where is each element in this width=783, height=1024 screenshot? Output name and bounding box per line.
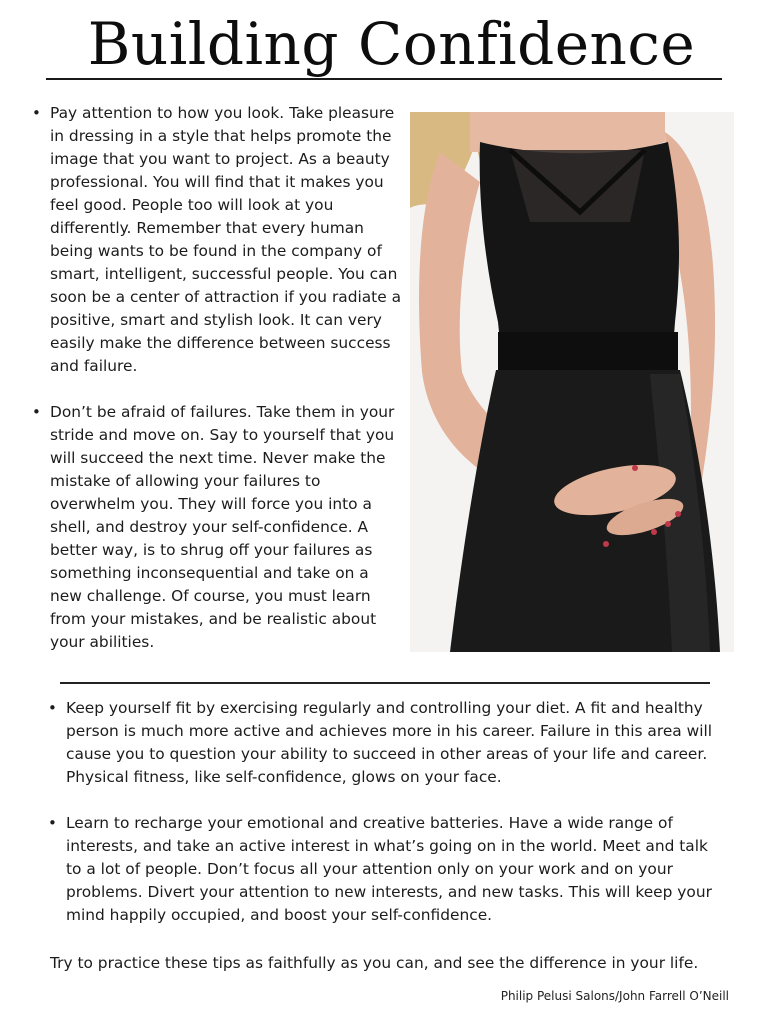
title-underline [46,78,722,80]
bottom-bullet-list [48,697,718,950]
bullet-item [48,812,718,927]
credit-line: Philip Pelusi Salons/John Farrell O’Neill [500,989,729,1003]
bullet-dot-icon: • [32,104,41,122]
bullet-text: Pay attention to how you look. Take pleasure in dressing in a style that helps promote the image that you want to project. As a beauty professional. You will find that it makes you feel good. People too will look at you differently. Remember that every human being wants to be found in the company of smart, intelligent, successful people. You can soon be a center of attraction if you radiate a positive, smart and stylish look. It can very easily make the difference between success and failure. [50,104,402,375]
bullet-dot-icon: • [32,403,41,421]
woman-in-black-dress-photo [410,112,734,652]
top-bullet-list [32,102,404,677]
bullet-item [48,697,718,789]
section-divider [60,682,710,684]
bullet-item [32,401,404,654]
bullet-dot-icon: • [48,814,57,832]
bullet-text: Keep yourself fit by exercising regularly and controlling your diet. A fit and healthy person is much more active and achieves more in his career. Failure in this area will cause you to question your ability to succeed in other areas of your life and career. Physical fitness, like self-confidence, glows on your face. [66,699,713,786]
dress-illustration [410,112,734,652]
bullet-dot-icon: • [48,699,57,717]
bullet-text: Learn to recharge your emotional and creative batteries. Have a wide range of interests, and take an active interest in what’s going on in the world. Meet and talk to a lot of people. Don’t focus all your attention only on your work and on your problems. Divert your attention to new interests, and new tasks. This will keep your mind happily occupied, and boost your self-confidence. [66,814,712,924]
closing-line: Try to practice these tips as faithfully as you can, and see the difference in your life. [50,954,699,972]
bullet-item [32,102,404,378]
page-title: Building Confidence [87,10,696,78]
bullet-text: Don’t be afraid of failures. Take them in your stride and move on. Say to yourself that you will succeed the next time. Never make the mistake of allowing your failures to overwhelm you. They will force you into a shell, and destroy your self-confidence. A better way, is to shrug off your failures as something inconsequential and take on a new challenge. Of course, you must learn from your mistakes, and be realistic about your abilities. [50,403,395,651]
